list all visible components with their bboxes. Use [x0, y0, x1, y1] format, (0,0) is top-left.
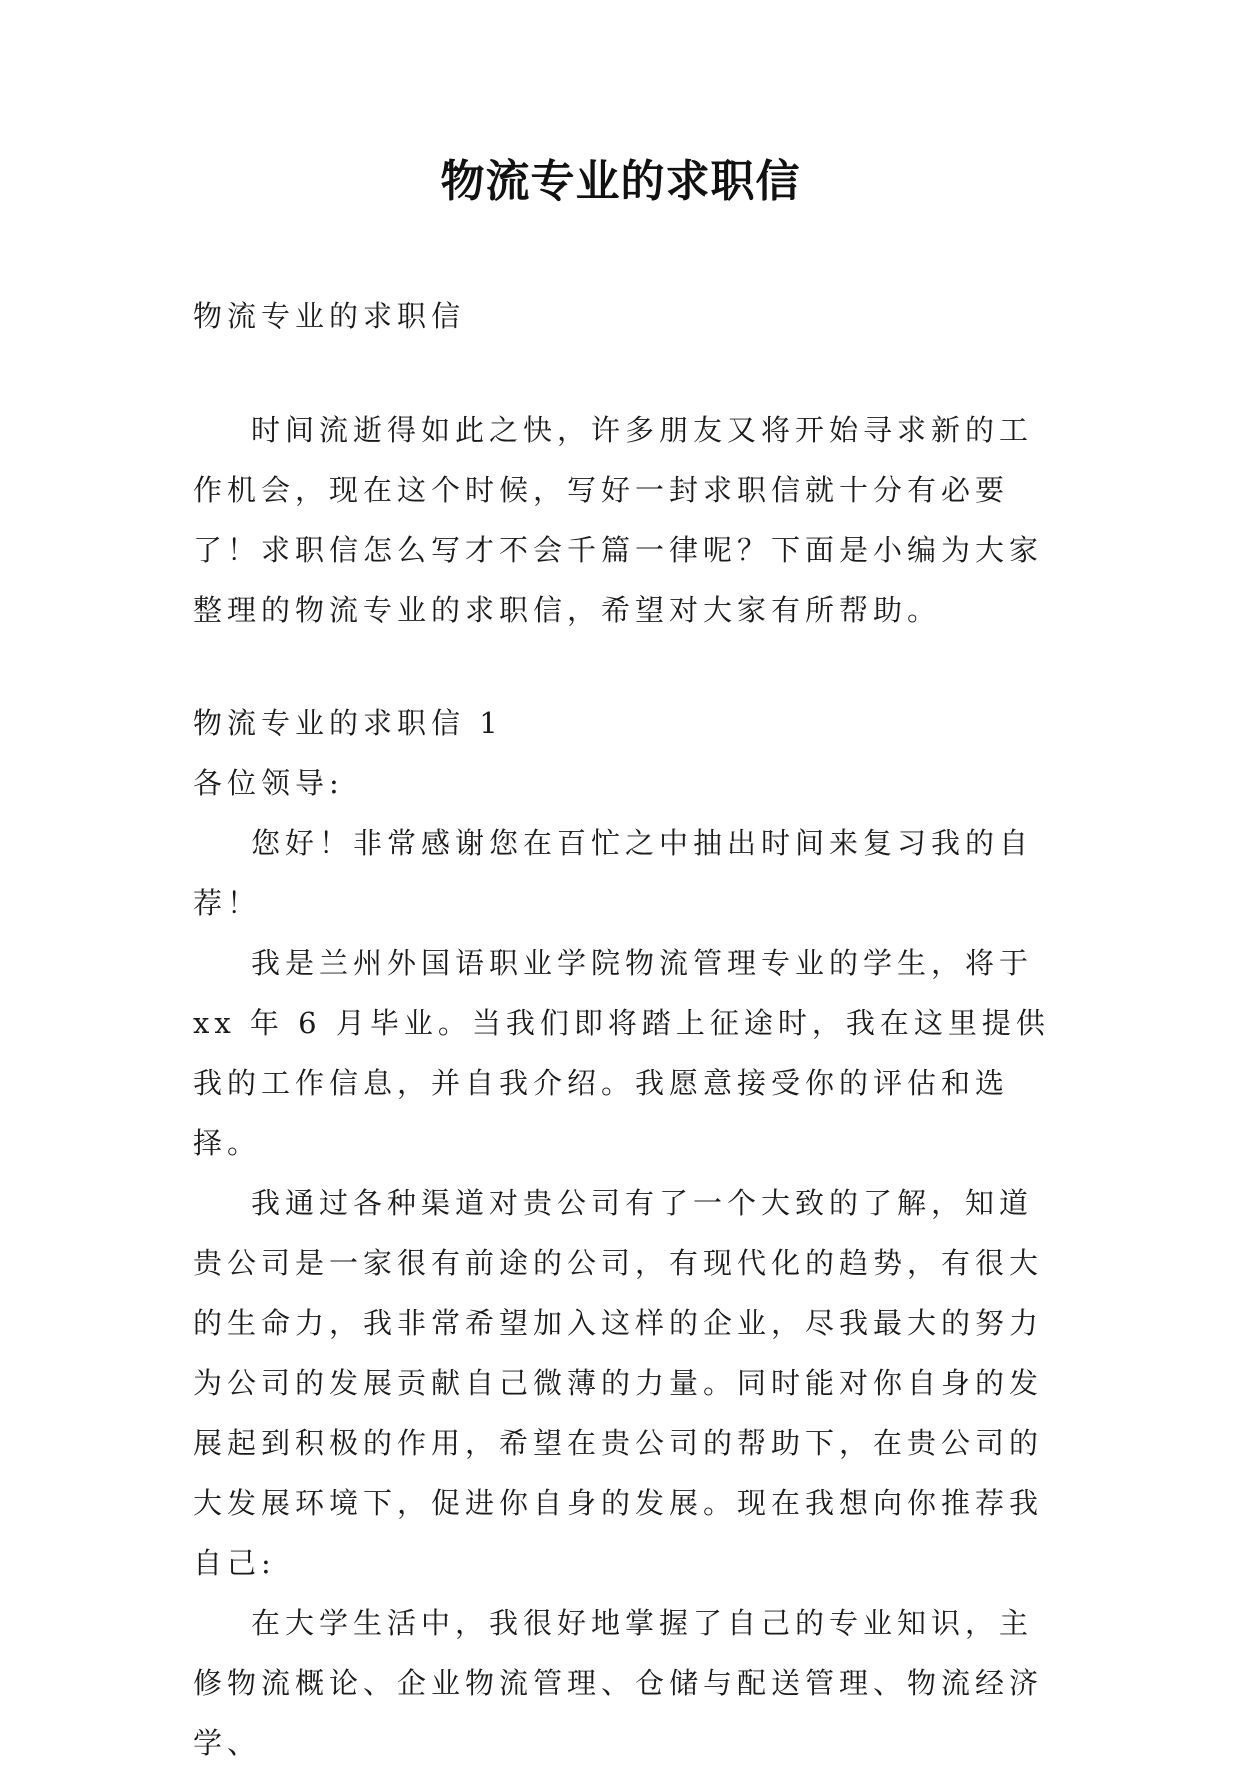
salutation: 各位领导:	[193, 766, 344, 800]
document-subtitle: 物流专业的求职信	[193, 299, 466, 333]
document-title: 物流专业的求职信	[440, 156, 801, 207]
letter-paragraph-company: 我通过各种渠道对贵公司有了一个大致的了解，知道贵公司是一家很有前途的公司，有现代化的趋势，有很大的生命力，我非常希望加入这样的企业，尽我最大的努力为公司的发展贡献自己微薄的力量。同时能对你自身的发展起到积极的作用，希望在贵公司的帮助下，在贵公司的大发展环境下，促进你自身的发展。现在我想向你推荐我自己:	[193, 1186, 1044, 1580]
letter-paragraph-studies: 在大学生活中，我很好地掌握了自己的专业知识，主修物流概论、企业物流管理、仓储与配送管理、物流经济学、	[193, 1606, 1044, 1760]
letter-paragraph-introduction: 我是兰州外国语职业学院物流管理专业的学生，将于 xx 年 6 月毕业。当我们即将踏上征途时，我在这里提供我的工作信息，并自我介绍。我愿意接受你的评估和选择。	[193, 946, 1050, 1160]
letter-body	[193, 813, 1053, 1773]
section-heading: 物流专业的求职信 1	[193, 706, 503, 740]
letter-paragraph-greeting: 您好！非常感谢您在百忙之中抽出时间来复习我的自荐！	[193, 826, 1034, 920]
intro-paragraph: 时间流逝得如此之快，许多朋友又将开始寻求新的工作机会，现在这个时候，写好一封求职信就十分有必要了！求职信怎么写才不会千篇一律呢？下面是小编为大家整理的物流专业的求职信，希望对大家有所帮助。	[193, 413, 1044, 627]
